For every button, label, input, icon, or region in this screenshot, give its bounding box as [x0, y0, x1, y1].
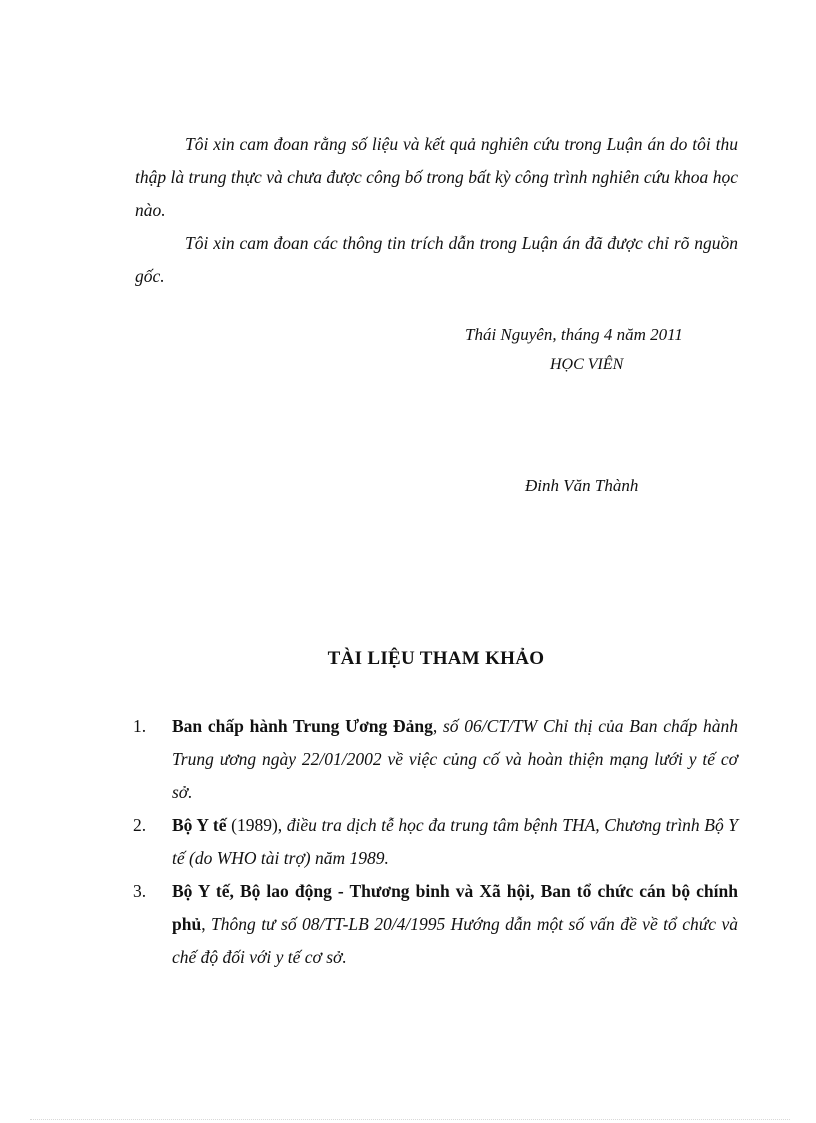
- reference-author: Bộ Y tế, Bộ lao động - Thương binh và Xã hội, Ban tổ chức cán bộ chính phủ: [172, 881, 738, 934]
- reference-text: [172, 710, 738, 809]
- reference-item: [133, 710, 738, 809]
- references-title: TÀI LIỆU THAM KHẢO: [327, 648, 545, 669]
- signoff-place-date: Thái Nguyên, tháng 4 năm 2011: [465, 325, 683, 344]
- declaration-paragraph-1: Tôi xin cam đoan rằng số liệu và kết quả nghiên cứu trong Luận án do tôi thu thập là trung thực và chưa được công bố trong bất kỳ công trình nghiên cứu khoa học nào.: [135, 134, 738, 220]
- reference-details: Thông tư số 08/TT-LB 20/4/1995 Hướng dẫn một số vấn đề về tổ chức và chế độ đối với y tế cơ sở.: [172, 914, 738, 967]
- signoff-name: Đinh Văn Thành: [525, 476, 639, 495]
- references-list: [133, 710, 738, 974]
- reference-details: điều tra dịch tễ học đa trung tâm bệnh THA, Chương trình Bộ Y tế (do WHO tài trợ) năm 1989.: [172, 815, 739, 868]
- reference-author: Bộ Y tế: [172, 815, 227, 835]
- reference-author: Ban chấp hành Trung Ương Đảng: [172, 716, 433, 736]
- reference-separator: ,: [432, 716, 438, 736]
- signoff-role: HỌC VIÊN: [550, 356, 624, 373]
- reference-item: [133, 809, 738, 875]
- reference-details: số 06/CT/TW Chỉ thị của Ban chấp hành Trung ương ngày 22/01/2002 về việc củng cố và hoàn thiện mạng lưới y tế cơ sở.: [172, 716, 738, 802]
- reference-number: 1.: [133, 716, 147, 736]
- reference-text: [172, 809, 738, 875]
- declaration-section: [135, 128, 738, 293]
- declaration-paragraph-2: Tôi xin cam đoan các thông tin trích dẫn trong Luận án đã được chỉ rõ nguồn gốc.: [135, 233, 738, 286]
- page-bottom-divider: [30, 1119, 790, 1120]
- reference-text: [172, 875, 738, 974]
- reference-separator: ,: [201, 914, 206, 934]
- reference-number: 3.: [133, 881, 147, 901]
- reference-year: (1989),: [226, 815, 283, 835]
- reference-item: [133, 875, 738, 974]
- reference-number: 2.: [133, 815, 147, 835]
